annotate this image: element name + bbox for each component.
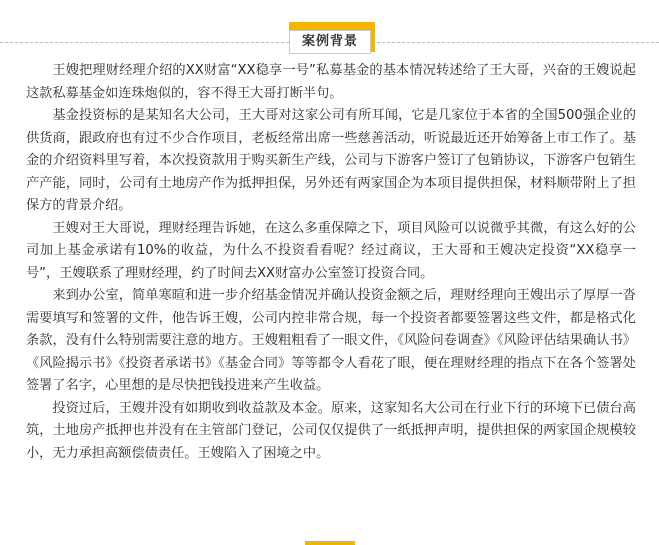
paragraph-5: 投资过后，王嫂并没有如期收到收益款及本金。原来，这家知名大公司在行业下行的环境下已债台高筑，土地房产抵押也并没有在主管部门登记，公司仅仅提供了一纸抵押声明，提供担保的两家国企规模较小，无力承担高额偿债责任。王嫂陷入了困境之中。	[26, 400, 636, 461]
paragraph-2: 基金投资标的是某知名大公司，王大哥对这家公司有所耳闻，它是几家位于本省的全国500强企业的供货商，跟政府也有过不少合作项目，老板经常出席一些慈善活动，听说最近还开始筹备上市工作了。基金的介绍资料里写着，本次投资款用于购买新生产线，公司与下游客户签订了包销协议，下游客户包销生产产能，同时，公司有土地房产作为抵押担保，另外还有两家国企为本项目提供担保，材料顺带附上了担保方的背景介绍。	[26, 108, 636, 213]
paragraph-1: 王嫂把理财经理介绍的XX财富“XX稳享一号”私募基金的基本情况转述给了王大哥，兴奋的王嫂说起这款私募基金如连珠炮似的，容不得王大哥打断半句。	[26, 63, 636, 101]
section-title: 案例背景	[301, 34, 358, 49]
article-body	[26, 60, 636, 465]
header-rule-left	[0, 42, 289, 43]
bottom-accent-bar	[305, 541, 355, 545]
section-header	[0, 20, 659, 62]
header-rule-right	[372, 42, 659, 43]
paragraph-4: 来到办公室，简单寒暄和进一步介绍基金情况并确认投资金额之后，理财经理向王嫂出示了厚厚一沓需要填写和签署的文件，他告诉王嫂，公司内控非常合规，每一个投资者都要签署这些文件，都是格式化条款，没有什么特别需要注意的地方。王嫂粗粗看了一眼文件，《风险问卷调查》《风险评估结果确认书》《风险揭示书》《投资者承诺书》《基金合同》等等都令人看花了眼，便在理财经理的指点下在各个签署处签署了名字，心里想的是尽快把钱投进来产生收益。	[26, 288, 636, 393]
title-accent-top	[289, 22, 375, 30]
paragraph-3: 王嫂对王大哥说，理财经理告诉她，在这么多重保障之下，项目风险可以说微乎其微，有这么好的公司加上基金承诺有10%的收益，为什么不投资看看呢？经过商议，王大哥和王嫂决定投资“XX稳享一号”，王嫂联系了理财经理，约了时间去XX财富办公室签订投资合同。	[26, 220, 636, 281]
